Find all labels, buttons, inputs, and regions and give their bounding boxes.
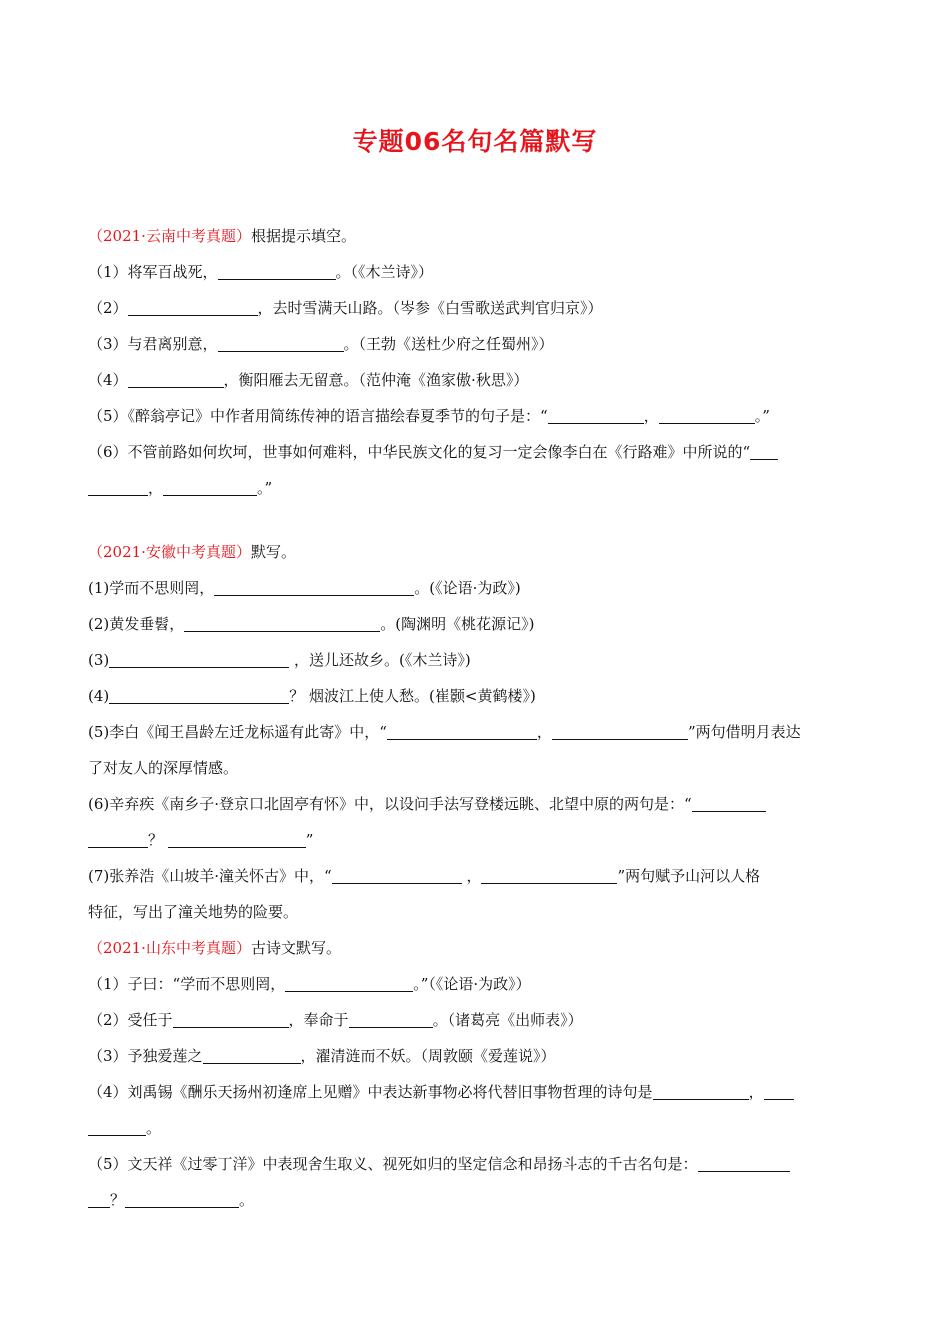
answer-blank[interactable] [163,478,257,496]
answer-blank[interactable] [173,1010,289,1028]
answer-blank[interactable] [698,1154,790,1172]
question-line [88,1182,860,1218]
question-text: ？ 烟波江上使人愁。(崔颢<黄鹤楼》) [289,687,536,705]
question-text: ？ [148,831,168,849]
question-text: ， [148,479,164,497]
section-heading [88,218,860,254]
question-text: ， [748,1083,764,1101]
question-line [88,678,860,714]
answer-blank[interactable] [168,830,306,848]
question-section [88,930,860,1218]
question-text: (2)黄发垂髫， [88,615,185,633]
question-text: ，奉命于 [288,1011,349,1029]
question-line [88,570,860,606]
question-line [88,966,860,1002]
answer-blank[interactable] [128,298,258,316]
question-text: ，衡阳雁去无留意。（范仲淹《渔家傲·秋思》） [223,371,529,389]
question-text: (3) [88,651,110,669]
answer-blank[interactable] [88,478,148,496]
answer-blank[interactable] [548,406,644,424]
question-text: ， [536,723,552,741]
question-section [88,534,860,930]
question-line [88,1038,860,1074]
question-text: 。（《木兰诗》） [335,263,434,281]
question-text: (4) [88,687,110,705]
question-instruction: 古诗文默写。 [250,939,341,957]
question-source: （2021·云南中考真题） [88,227,251,245]
question-text: 。” [754,407,770,425]
answer-blank[interactable] [481,866,617,884]
answer-blank[interactable] [692,794,766,812]
answer-blank[interactable] [88,1118,146,1136]
question-text: ？ [110,1191,126,1209]
question-text: （4） [88,371,128,389]
question-text: ”两句赋予山河以人格 [617,867,761,885]
question-text: 。 [146,1119,162,1137]
question-text: (6)辛弃疾《南乡子·登京口北固亭有怀》中，以设问手法写登楼远眺、北望中原的两句是：“ [88,795,692,813]
question-line [88,894,860,930]
answer-blank[interactable] [88,830,148,848]
question-line [88,714,860,750]
question-line [88,1002,860,1038]
question-text: （2）受任于 [88,1011,173,1029]
question-line [88,326,860,362]
question-line [88,290,860,326]
question-instruction: 默写。 [250,543,296,561]
question-line [88,398,860,434]
question-text: (5)李白《闻王昌龄左迁龙标遥有此寄》中，“ [88,723,387,741]
question-line [88,434,860,470]
question-text: 。 [239,1191,255,1209]
document-content [88,218,860,1218]
question-text: (7)张养浩《山坡羊·潼关怀古》中，“ [88,867,332,885]
question-line [88,254,860,290]
question-text: ，去时雪满天山路。（岑参《白雪歌送武判官归京》） [257,299,603,317]
answer-blank[interactable] [332,866,462,884]
answer-blank[interactable] [285,974,413,992]
question-text: （3）与君离别意， [88,335,218,353]
question-text: （1）将军百战死， [88,263,218,281]
answer-blank[interactable] [387,722,537,740]
answer-blank[interactable] [750,442,778,460]
question-line [88,642,860,678]
answer-blank[interactable] [128,370,224,388]
page-title: 专题06名句名篇默写 [352,127,598,156]
question-text: 。（诸葛亮《出师表》） [432,1011,583,1029]
question-text: （4）刘禹锡《酬乐天扬州初逢席上见赠》中表达新事物必将代替旧事物哲理的诗句是 [88,1083,653,1101]
question-line [88,1110,860,1146]
question-line [88,750,860,786]
question-text: （5）《醉翁亭记》中作者用简练传神的语言描绘春夏季节的句子是：“ [88,407,548,425]
question-text: 特征，写出了潼关地势的险要。 [88,903,299,921]
section-heading [88,534,860,570]
question-text: ，送儿还故乡。(《木兰诗》) [289,651,471,669]
question-line [88,1146,860,1182]
question-text: 。” [257,479,273,497]
question-line [88,822,860,858]
answer-blank[interactable] [184,614,380,632]
answer-blank[interactable] [653,1082,749,1100]
question-source: （2021·安徽中考真题） [88,543,251,561]
question-text: 。(陶渊明《桃花源记》) [380,615,535,633]
question-line [88,786,860,822]
question-line [88,1074,860,1110]
question-text: （6）不管前路如何坎坷，世事如何难料，中华民族文化的复习一定会像李白在《行路难》中所说的“ [88,443,751,461]
answer-blank[interactable] [764,1082,794,1100]
answer-blank[interactable] [125,1190,239,1208]
question-source: （2021·山东中考真题） [88,939,251,957]
question-line [88,470,860,506]
question-line [88,858,860,894]
answer-blank[interactable] [214,578,414,596]
question-text: ”两句借明月表达 [687,723,801,741]
question-text: （5）文天祥《过零丁洋》中表现舍生取义、视死如归的坚定信念和昂扬斗志的千古名句是： [88,1155,698,1173]
question-text: ，濯清涟而不妖。（周敦颐《爱莲说》） [300,1047,556,1065]
question-text: ， [643,407,659,425]
question-text: ， [461,867,482,885]
answer-blank[interactable] [109,686,289,704]
question-text: (1)学而不思则罔， [88,579,215,597]
question-text: （2） [88,299,128,317]
question-text: 。（王勃《送杜少府之任蜀州》） [343,335,554,353]
question-text: 。”（《论语·为政》） [413,975,531,993]
answer-blank[interactable] [88,1190,110,1208]
answer-blank[interactable] [349,1010,433,1028]
question-section [88,218,860,506]
answer-blank[interactable] [659,406,755,424]
question-line [88,606,860,642]
question-line [88,362,860,398]
answer-blank[interactable] [218,262,336,280]
answer-blank[interactable] [218,334,344,352]
question-text: （1）子曰：“学而不思则罔， [88,975,286,993]
question-instruction: 根据提示填空。 [250,227,356,245]
section-heading [88,930,860,966]
answer-blank[interactable] [203,1046,301,1064]
question-text: ” [305,831,314,849]
question-text: （3）予独爱莲之 [88,1047,203,1065]
answer-blank[interactable] [552,722,688,740]
question-text: 了对友人的深厚情感。 [88,759,239,777]
answer-blank[interactable] [109,650,289,668]
question-text: 。(《论语·为政》) [414,579,521,597]
